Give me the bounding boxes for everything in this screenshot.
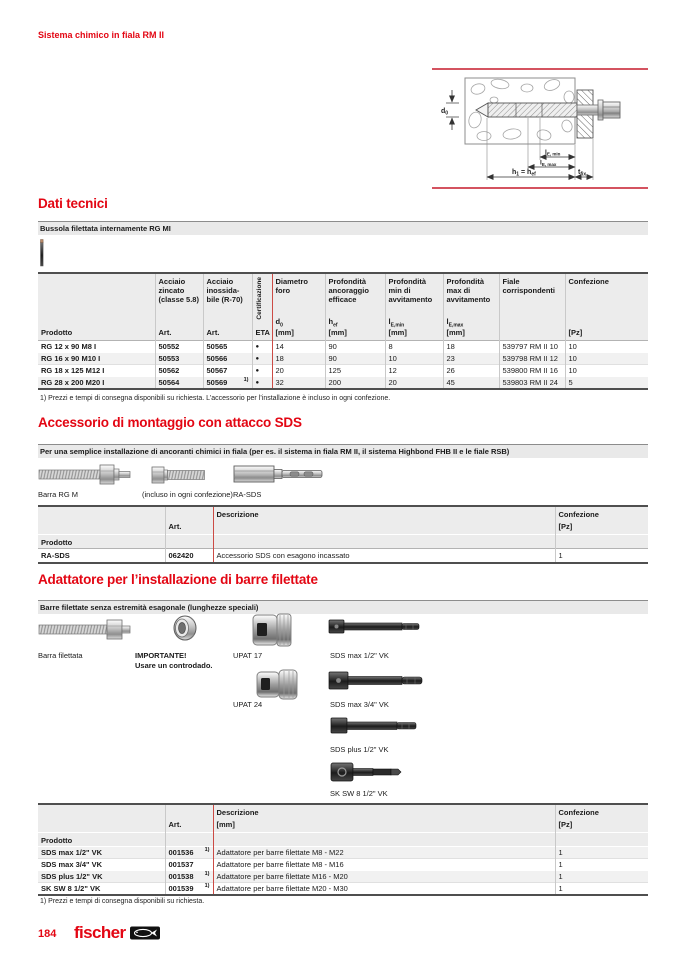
table3-footnote: 1) Prezzi e tempi di consegna disponibili su richiesta. (40, 898, 205, 905)
barra-rg-m-image (38, 459, 133, 494)
fischer-logo (74, 923, 160, 943)
cell-eta: ● (252, 353, 272, 365)
hex-bolt-icon (150, 462, 208, 488)
caption-barra-filettata: Barra filettata (38, 651, 83, 660)
cell-fiale: 539797 RM II 10 (499, 341, 565, 353)
cell-pz: 1 (555, 847, 648, 859)
cell-hef: 125 (325, 365, 385, 377)
installation-diagram (432, 62, 648, 194)
symbol-hef: $h_{ef}$ (328, 316, 338, 328)
table3-wrap (38, 803, 648, 896)
section-bar-adattatore: Barre filettate senza estremità esagonale (lunghezze speciali) (38, 600, 648, 614)
col-confezione: Confezione [Pz] (565, 273, 648, 341)
cell-pz: 1 (555, 549, 648, 563)
cell-prodotto: RG 12 x 90 M8 I (41, 342, 97, 351)
cell-fiale: 539798 RM II 12 (499, 353, 565, 365)
col-art: Art. (165, 804, 213, 833)
cell-pz: 1 (555, 859, 648, 871)
threaded-rod-icon (38, 459, 133, 489)
col-profondita-efficace: Profondità ancoraggio efficace $h_{ef}$ [mm] (325, 273, 385, 341)
bolt-image (150, 462, 208, 493)
cell-pz: 5 (565, 377, 648, 390)
table-row (38, 549, 648, 563)
cell-descrizione: Adattatore per barre filettate M8 - M22 (213, 847, 555, 859)
cell-prodotto: RA-SDS (41, 550, 70, 560)
table2-wrap (38, 505, 648, 564)
col-acciaio-zincato: Acciaio zincato (classe 5.8) Art. (155, 273, 203, 341)
cell-descrizione: Adattatore per barre filettate M20 - M30 (213, 883, 555, 896)
diagram-label-d0: $d_0$ (441, 108, 449, 117)
section-bar-sds: Per una semplice installazione di ancoranti chimici in fiala (per es. il sistema in fiala RM II, il sistema Highbond FHB II e le fiale RSB) (38, 444, 648, 458)
ra-sds-image (233, 462, 325, 491)
caption-importante-2: Usare un controdado. (135, 661, 213, 670)
col-profondita-min: Profondità min di avvitamento $l_{E,min}$ [mm] (385, 273, 443, 341)
sds-plus-half-image (330, 716, 418, 741)
sk-sw8-image (330, 760, 410, 789)
cell-descrizione: Adattatore per barre filettate M8 - M16 (213, 859, 555, 871)
col-certificazione: Certificazione ETA (252, 273, 272, 341)
section-title-sds: Accessorio di montaggio con attacco SDS (38, 415, 302, 430)
symbol-le-min: $l_{E,min}$ (388, 316, 405, 328)
upat-17-image (250, 612, 294, 653)
table3-subheader-row (38, 833, 648, 847)
sds-adapter-dark-icon (328, 670, 423, 692)
table1-wrap (38, 272, 648, 390)
cell-art: 001537 (165, 859, 213, 871)
col-art: Art. (165, 506, 213, 535)
cell-prodotto: RG 16 x 90 M10 I (41, 354, 101, 363)
caption-ra-sds: RA-SDS (233, 490, 262, 499)
cell-hef: 90 (325, 341, 385, 353)
cell-art-inox: 50566 (203, 353, 252, 365)
table-row (38, 341, 648, 353)
cell-prodotto: RG 18 x 125 M12 I (41, 366, 105, 375)
col-acciaio-inox: Acciaio inossida-bile (R-70) Art. (203, 273, 252, 341)
col-prodotto (38, 506, 165, 535)
cell-le-max: 26 (443, 365, 499, 377)
caption-upat24: UPAT 24 (233, 700, 263, 709)
cell-pz: 1 (555, 871, 648, 883)
caption-barra-rg-m: Barra RG M (38, 490, 79, 499)
cell-d0: 14 (272, 341, 325, 353)
caption-incluso: (incluso in ogni confezione) (142, 490, 233, 499)
nut-icon (170, 613, 200, 643)
caption-sk-sw8: SK SW 8 1/2" VK (330, 789, 388, 798)
page-number: 184 (38, 928, 57, 940)
cell-le-min: 8 (385, 341, 443, 353)
cell-art: 001536 1) (165, 847, 213, 859)
table2-header-row (38, 506, 648, 535)
col-prodotto: Prodotto (38, 273, 155, 341)
page-top-label: Sistema chimico in fiala RM II (38, 30, 165, 40)
diagram-label-le-max: $l_{E, max}$ (540, 159, 557, 167)
table1-footnote: 1) Prezzi e tempi di consegna disponibili su richiesta. L’accessorio per l’installazione è incluso in ogni confezione. (40, 395, 391, 402)
cell-descrizione: Accessorio SDS con esagono incassato (213, 549, 555, 563)
col-profondita-max: Profondità max di avvitamento $l_{E,max}$ [mm] (443, 273, 499, 341)
cell-descrizione: Adattatore per barre filettate M16 - M20 (213, 871, 555, 883)
fischer-fish-icon (130, 926, 160, 940)
threaded-sleeve-icon (38, 239, 46, 267)
fischer-logo-text: fischer (74, 923, 126, 942)
col-fiale: Fiale corrispondenti (499, 273, 565, 341)
cell-hef: 200 (325, 377, 385, 390)
socket-icon (250, 612, 294, 648)
sds-adapter-dark-icon (328, 618, 420, 636)
table-row (38, 365, 648, 377)
cell-prodotto: SDS max 1/2" VK (41, 848, 103, 857)
caption-upat17: UPAT 17 (233, 651, 263, 660)
anchor-section-drawing-icon (432, 62, 648, 194)
col-confezione: Confezione [Pz] (555, 804, 648, 833)
cell-art: 001538 1) (165, 871, 213, 883)
label-prodotto: Prodotto (38, 535, 165, 549)
sds-max-half-image (328, 618, 420, 641)
cell-art-zincato: 50553 (155, 353, 203, 365)
diagram-label-tfix: $t_{fix}$ (578, 169, 587, 178)
cell-d0: 20 (272, 365, 325, 377)
cell-hef: 90 (325, 353, 385, 365)
table3-header-row (38, 804, 648, 833)
label-prodotto: Prodotto (38, 833, 165, 847)
cell-eta: ● (252, 377, 272, 390)
symbol-le-max: $l_{E,max}$ (446, 316, 464, 328)
cell-pz: 1 (555, 883, 648, 896)
cell-pz: 10 (565, 353, 648, 365)
table-row (38, 859, 648, 871)
cell-art-inox: 50565 (203, 341, 252, 353)
caption-sds-max-half: SDS max 1/2" VK (330, 651, 389, 660)
table-row (38, 353, 648, 365)
table2-subheader-row (38, 535, 648, 549)
cell-prodotto: SDS plus 1/2" VK (41, 872, 103, 881)
cell-art: 062420 (165, 549, 213, 563)
caption-sds-plus-half: SDS plus 1/2" VK (330, 745, 389, 754)
table-row (38, 871, 648, 883)
sds-adapter-icon (233, 462, 325, 486)
col-descrizione: Descrizione [mm] (213, 804, 555, 833)
hex-bit-adapter-icon (330, 760, 410, 784)
threaded-rod-icon (38, 614, 133, 644)
cell-prodotto: SK SW 8 1/2" VK (41, 884, 101, 893)
cell-fiale: 539800 RM II 16 (499, 365, 565, 377)
cell-art-inox: 50567 (203, 365, 252, 377)
cell-art: 001539 1) (165, 883, 213, 896)
locknut-image (170, 613, 200, 648)
diagram-label-le-min: $l_{E, min}$ (545, 149, 561, 157)
cell-art-zincato: 50562 (155, 365, 203, 377)
socket-icon (255, 668, 301, 700)
col-confezione: Confezione [Pz] (555, 506, 648, 535)
cell-art-inox: 50569 1) (203, 377, 252, 390)
section-title-dati-tecnici: Dati tecnici (38, 196, 108, 211)
cell-le-min: 10 (385, 353, 443, 365)
cell-prodotto: SDS max 3/4" VK (41, 860, 103, 869)
sds-max-threequarter-image (328, 670, 423, 697)
cell-le-max: 23 (443, 353, 499, 365)
cell-fiale: 539803 RM II 24 (499, 377, 565, 390)
caption-importante-1: IMPORTANTE! (135, 651, 187, 660)
caption-sds-max-threequarter: SDS max 3/4" VK (330, 700, 389, 709)
sds-adapter-dark-icon (330, 716, 418, 736)
symbol-d0: $d_0$ (275, 316, 283, 328)
table-adattatori (38, 803, 648, 896)
cell-prodotto: RG 28 x 200 M20 I (41, 378, 105, 387)
table1-header-row (38, 273, 648, 341)
barra-filettata-image (38, 614, 133, 649)
cell-le-min: 12 (385, 365, 443, 377)
cell-art-zincato: 50552 (155, 341, 203, 353)
cell-eta: ● (252, 341, 272, 353)
table-row (38, 883, 648, 896)
cell-pz: 10 (565, 341, 648, 353)
col-descrizione: Descrizione (213, 506, 555, 535)
col-prodotto (38, 804, 165, 833)
section-bar-bussola: Bussola filettata internamente RG MI (38, 221, 648, 235)
cell-le-min: 20 (385, 377, 443, 390)
cell-d0: 18 (272, 353, 325, 365)
cell-pz: 10 (565, 365, 648, 377)
table-ra-sds (38, 505, 648, 564)
table-dati-tecnici (38, 272, 648, 390)
table-row (38, 377, 648, 390)
col-diametro-foro: Diametro foro $d_0$ [mm] (272, 273, 325, 341)
rg-mi-product-image (38, 239, 46, 272)
diagram-label-h1-hef: $h_1 = h_{ef}$ (512, 169, 536, 178)
cell-d0: 32 (272, 377, 325, 390)
cell-art-zincato: 50564 (155, 377, 203, 390)
table-row (38, 847, 648, 859)
cell-eta: ● (252, 365, 272, 377)
section-title-adattatore: Adattatore per l’installazione di barre filettate (38, 572, 318, 587)
cell-le-max: 18 (443, 341, 499, 353)
cell-le-max: 45 (443, 377, 499, 390)
